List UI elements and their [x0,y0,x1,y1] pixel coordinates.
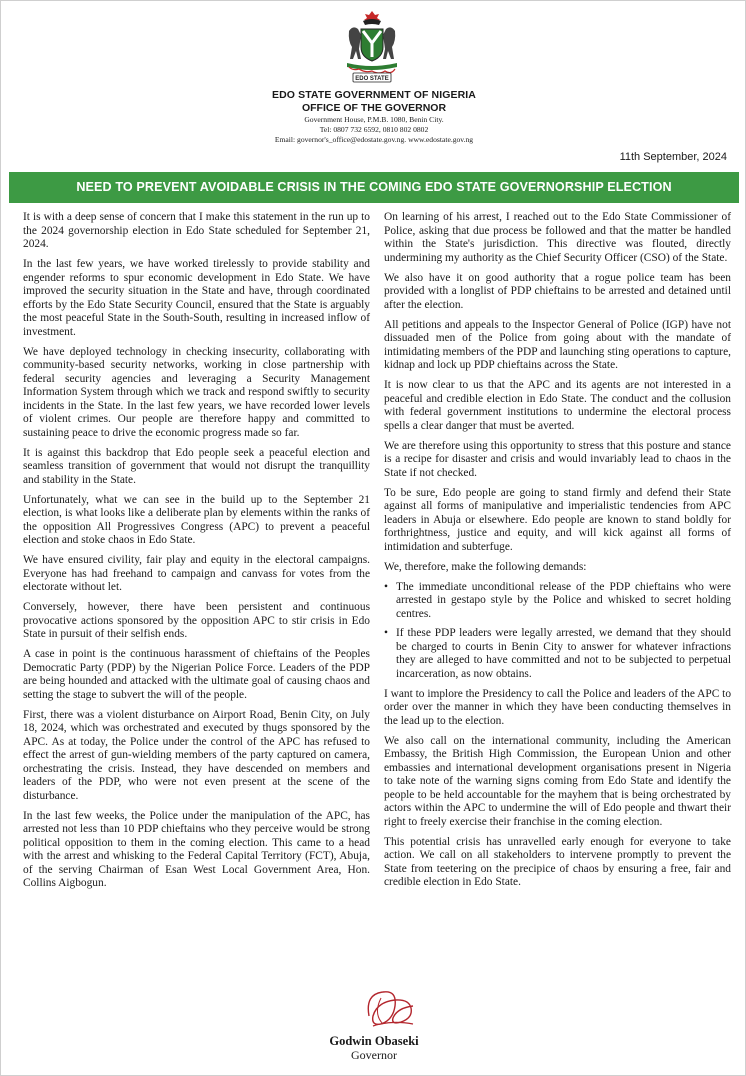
statement-date: 11th September, 2024 [619,151,727,163]
paragraph: In the last few weeks, the Police under the manipulation of the APC, has arrested not less than 10 PDP chieftains who they perceive would be strong political opposition to them in the coming election. This came to a head with the arrest and whisking to the Federal Capital Territory (FCT), Abuja, of the serving Chairman of Esan West Local Government Area, Hon. Collins Aigbogun. [23,809,370,889]
paragraph: We are therefore using this opportunity to stress that this posture and stance is a recipe for disaster and crisis and would invariably lead to chaos in the State if not checked. [384,439,731,479]
demand-text: The immediate unconditional release of the PDP chieftains who were arrested in gestapo style by the Police and whisked to secret holding centres. [396,580,731,620]
statement-title: NEED TO PREVENT AVOIDABLE CRISIS IN THE COMING EDO STATE GOVERNORSHIP ELECTION [9,172,739,203]
paragraph: It is against this backdrop that Edo people seek a peaceful election and seamless transition of government that would not disrupt the tranquillity and stability in the State. [23,446,370,486]
paragraph: We have deployed technology in checking insecurity, collaborating with community-based security networks, working in close partnership with federal security agencies and leveraging a Security Management Information System through which we track and respond swiftly to security incidents in the State. In the last few years, we have recorded lower levels of violent crimes. Our people are therefore happy and committed to sustaining peace to drive the economic progress made so far. [23,345,370,439]
edo-state-crest-icon [341,7,403,87]
paragraph: All petitions and appeals to the Inspector General of Police (IGP) have not dissuaded men of the Police from going about with the mandate of intimidating members of the PDP and launching sting operations to capture, kidnap and lock up PDP chieftains across the State. [384,318,731,371]
paragraph: It is with a deep sense of concern that I make this statement in the run up to the 2024 governorship election in Edo State scheduled for September 21, 2024. [23,211,370,250]
paragraph: It is now clear to us that the APC and its agents are not interested in a peaceful and credible election in Edo State. The conduct and the collusion with federal government institutions to undermine the electoral process spells a clear danger that must be averted. [384,379,731,432]
paragraph: We also call on the international community, including the American Embassy, the British High Commission, the European Union and other embassies and international development organisations present in Nigeria to take note of the warning signs coming from Edo State and identify the people to be held accountable for the mayhem that is being orchestrated by actors within the APC to undermine the will of Edo people and thwart their right to freely exercise their franchise in the coming election. [384,734,731,828]
letterhead [1,89,746,145]
paragraph: First, there was a violent disturbance on Airport Road, Benin City, on July 18, 2024, which was orchestrated and executed by thugs sponsored by the APC. As at today, the Police under the control of the APC has refused to effect the arrest of gun-wielding members of the party captured on camera, orchestrating the crisis. Instead, they have descended on members and leaders of the PDP, who were not even present at the scene of the disturbance. [23,708,370,802]
paragraph: We have ensured civility, fair play and equity in the electoral campaigns. Everyone has had freehand to campaign and canvass for votes from the electorate without let. [23,554,370,593]
left-column [23,211,370,897]
demands-list [384,581,731,682]
bullet-icon: • [384,627,388,639]
paragraph: We also have it on good authority that a rogue police team has been provided with a longlist of PDP chieftains to be arrested and detained until after the election. [384,271,731,311]
paragraph: On learning of his arrest, I reached out to the Edo State Commissioner of Police, asking that due process be followed and that the matter be handled within the State's jurisdiction. This directive was flouted, directly undermining my authority as the Chief Security Officer (CSO) of the State. [384,211,731,264]
demand-item [384,581,731,622]
demand-text: If these PDP leaders were legally arrested, we demand that they should be charged to courts in Benin City to answer for whatever infractions they are alleged to have committed and not to be subjected to perpetual incarceration, as now obtains. [396,627,731,680]
paragraph: To be sure, Edo people are going to stand firmly and defend their State against all forms of manipulative and imperialistic tendencies from APC leaders in Abuja or elsewhere. Edo people are known to stand boldly for forthrightness, justice and equity, and will kick against all forms of intimidation and subterfuge. [384,486,731,553]
office-name: OFFICE OF THE GOVERNOR [301,102,447,114]
paragraph: A case in point is the continuous harassment of chieftains of the Peoples Democratic Party (PDP) by the Nigerian Police Force. Leaders of the PDP are being hounded and attacked with the ultimate goal of causing chaos and setting the stage to subvert the will of the people. [23,648,370,701]
paragraph: Unfortunately, what we can see in the build up to the September 21 election, is what looks like a deliberate plan by elements within the ranks of the opposition All Progressives Congress (APC) to prevent a peaceful election and stoke chaos in Edo State. [23,493,370,546]
government-name: EDO STATE GOVERNMENT OF NIGERIA [272,89,476,101]
demands-intro: We, therefore, make the following demands: [384,560,587,573]
paragraph: In the last few years, we have worked tirelessly to provide stability and engender reforms to spur economic development in Edo State. We have improved the security situation in the State and have, through coordinated efforts by the Edo State Security Council, ensured that the State is arguably the most peaceful State in the South-South, resulting in increased inflow of investment. [23,258,370,338]
signatory-title: Governor [351,1048,397,1062]
demand-item [384,627,731,681]
email-line: Email: governor's_office@edostate.gov.ng. www.edostate.gov.ng [274,135,474,144]
signature-icon [351,986,431,1034]
paragraph: I want to implore the Presidency to call the Police and leaders of the APC to order over the manner in which they have been conducting themselves in the lead up to the election. [384,687,732,727]
signatory-name: Godwin Obaseki [329,1034,419,1048]
right-column [384,211,731,896]
crest-label: EDO STATE [355,76,389,82]
telephone-line: Tel: 0807 732 6592, 0810 802 0802 [319,125,429,134]
paragraph: This potential crisis has unravelled early enough for everyone to take action. We call on all stakeholders to intervene promptly to prevent the State from teetering on the precipice of chaos by ensuring a free, fair and credible election in Edo State. [384,835,731,888]
address-line: Government House, P.M.B. 1080, Benin City. [304,115,444,124]
paragraph: Conversely, however, there have been persistent and continuous provocative actions sponsored by the opposition APC to stir crisis in Edo State in pursuit of their selfish ends. [23,601,370,640]
bullet-icon: • [384,580,388,593]
